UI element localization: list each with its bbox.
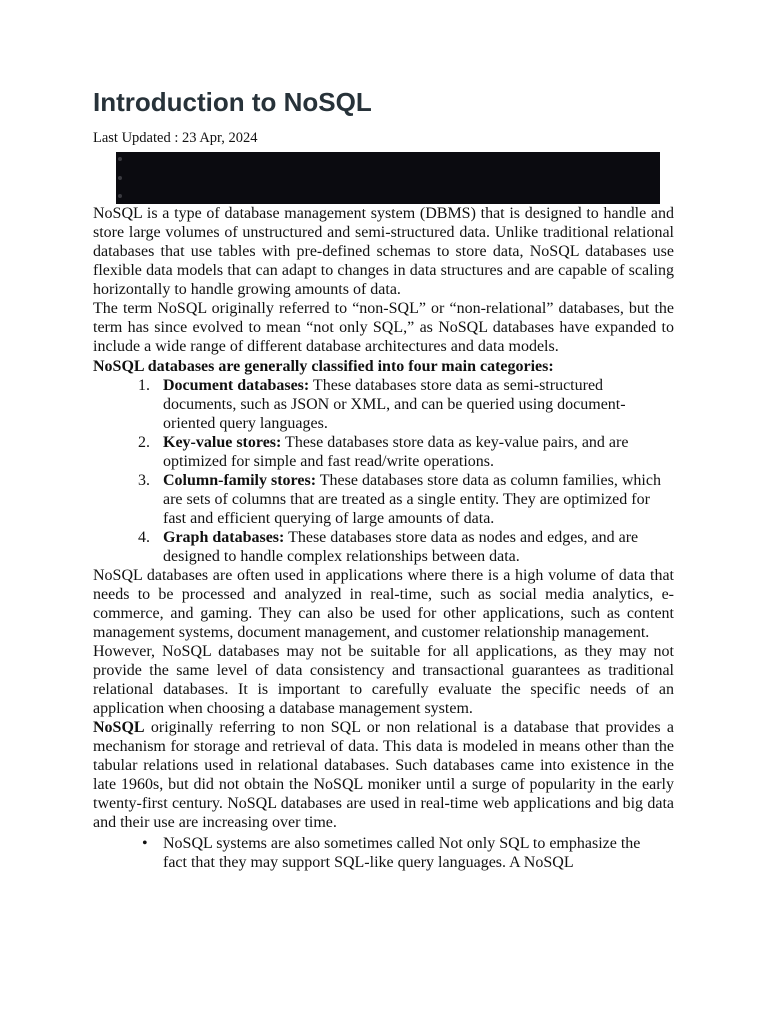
article: [93, 84, 674, 872]
categories-heading: NoSQL databases are generally classified into four main categories:: [93, 358, 554, 375]
list-item: [93, 433, 674, 471]
bullet-list: [93, 834, 674, 872]
bullet-text: NoSQL systems are also sometimes called Not only SQL to emphasize the fact that they may support SQL-like query languages. A NoSQL: [163, 835, 641, 871]
category-term: Graph databases:: [163, 529, 285, 546]
category-term: Key-value stores:: [163, 434, 282, 451]
list-item: [93, 834, 674, 872]
last-updated-date: Last Updated : 23 Apr, 2024: [93, 130, 258, 146]
page-title: Introduction to NoSQL: [93, 87, 372, 117]
intro-paragraph: NoSQL is a type of database management system (DBMS) that is designed to handle and store large volumes of unstructured and semi-structured data. Unlike traditional relational databases that use tables with pre-defined schemas to store data, NoSQL databases use flexible data models that can adapt to changes in data structures and are capable of scaling horizontally to handle growing amounts of data.: [93, 205, 674, 298]
list-number: 4.: [138, 529, 150, 546]
history-paragraph: [93, 718, 674, 832]
bullet-icon: •: [142, 835, 148, 852]
bullet-dot-icon: [118, 194, 122, 198]
bullet-dot-icon: [118, 176, 122, 180]
history-text: originally referring to non SQL or non relational is a database that provides a mechanism for storage and retrieval of data. This data is modeled in means other than the tabular relations used in relational databases. Such databases came into existence in the late 1960s, but did not obtain the NoSQL moniker until a surge of popularity in the early twenty-first century. NoSQL databases are used in real-time web applications and big data and their use are increasing over time.: [93, 719, 674, 831]
list-item: [93, 528, 674, 566]
bullet-dot-icon: [118, 157, 122, 161]
category-term: Document databases:: [163, 377, 310, 394]
list-number: 1.: [138, 377, 150, 394]
category-term: Column-family stores:: [163, 472, 317, 489]
term-paragraph: The term NoSQL originally referred to “non-SQL” or “non-relational” databases, but the term has since evolved to mean “not only SQL,” as NoSQL databases have expanded to include a wide range of different database architectures and data models.: [93, 300, 674, 355]
caveat-paragraph: However, NoSQL databases may not be suitable for all applications, as they may not provide the same level of data consistency and transactional guarantees as traditional relational databases. It is important to carefully evaluate the specific needs of an application when choosing a database management system.: [93, 643, 674, 717]
usage-paragraph: NoSQL databases are often used in applications where there is a high volume of data that needs to be processed and analyzed in real-time, such as social media analytics, e-commerce, and gaming. They can also be used for other applications, such as content management systems, document management, and customer relationship management.: [93, 567, 674, 641]
categories-list: [93, 376, 674, 566]
list-item: [93, 376, 674, 433]
list-number: 3.: [138, 472, 150, 489]
list-item: [93, 471, 674, 528]
category-text: These databases store data as key-value pairs, and are optimized for simple and fast read/write operations.: [163, 434, 629, 470]
category-text: These databases store data as semi-structured documents, such as JSON or XML, and can be queried using document-oriented query languages.: [163, 377, 626, 432]
list-number: 2.: [138, 434, 150, 451]
category-text: These databases store data as column families, which are sets of columns that are treated as a single entity. They are optimized for fast and efficient querying of large amounts of data.: [163, 472, 661, 527]
redacted-block: [116, 152, 660, 204]
history-lead: NoSQL: [93, 719, 145, 736]
category-text: These databases store data as nodes and edges, and are designed to handle complex relationships between data.: [163, 529, 639, 565]
